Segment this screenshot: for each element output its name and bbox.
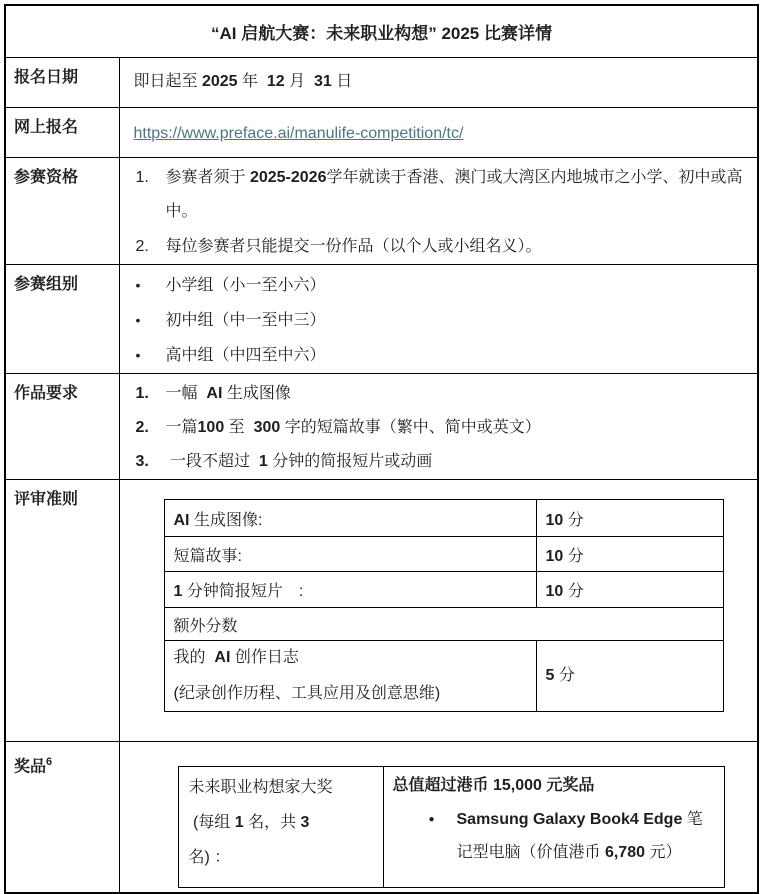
category-item-text: 小学组（小一至小六） xyxy=(165,277,326,294)
bullet-icon: ● xyxy=(428,813,435,825)
criteria-extra-header: 额外分数 xyxy=(164,608,723,641)
row-label-registration-date: 报名日期 xyxy=(5,57,119,107)
criteria-name: 短篇故事: xyxy=(164,537,536,572)
row-label-eligibility: 参赛资格 xyxy=(5,157,119,265)
table-row-eligibility xyxy=(5,157,758,265)
list-number: 2. xyxy=(135,237,149,255)
table-row-online-registration xyxy=(5,107,758,157)
prize-award-name-cell xyxy=(178,767,383,888)
category-item-text: 初中组（中一至中三） xyxy=(165,312,326,329)
prize-value-headline: 总值超过港币 15,000 元奖品 xyxy=(392,777,595,794)
registration-link[interactable]: https://www.preface.ai/manulife-competition/tc/ xyxy=(133,124,464,142)
criteria-name: 1 分钟简报短片 : xyxy=(164,572,536,608)
table-row-requirements xyxy=(5,374,758,480)
table-row-registration-date xyxy=(5,57,758,107)
eligibility-cell xyxy=(119,157,758,265)
row-label-categories: 参赛组别 xyxy=(5,265,119,374)
list-number: 3. xyxy=(135,453,149,470)
list-item xyxy=(136,445,746,479)
criteria-row xyxy=(164,500,723,537)
bullet-icon: • xyxy=(135,277,141,293)
online-registration-cell xyxy=(119,107,758,157)
list-item xyxy=(136,268,746,303)
eligibility-item-text: 参赛者须于 2025-2026学年就读于香港、澳门或大湾区内地城市之小学、初中或高中。 xyxy=(165,168,743,220)
table-row-categories xyxy=(5,265,758,374)
registration-date-text: 即日起至 2025 年 12 月 31 日 xyxy=(133,72,353,90)
list-item xyxy=(136,161,746,230)
prize-award-line: (每组 1 名，共 3 xyxy=(188,814,310,831)
criteria-name: AI 生成图像: xyxy=(164,500,536,537)
row-label-online-registration: 网上报名 xyxy=(5,107,119,157)
criteria-score-table xyxy=(164,499,724,712)
criteria-row xyxy=(164,608,723,641)
bullet-icon: • xyxy=(135,312,141,328)
criteria-row xyxy=(164,641,723,712)
registration-date-cell xyxy=(119,57,758,107)
list-item xyxy=(393,803,716,870)
list-item xyxy=(136,377,746,411)
requirement-item-text: 一幅 AI 生成图像 xyxy=(165,385,291,402)
list-number: 1. xyxy=(135,385,149,402)
competition-details-document xyxy=(4,4,759,894)
prizes-label-text: 奖品 xyxy=(14,758,47,776)
row-label-prizes xyxy=(5,742,119,893)
prize-value-cell xyxy=(383,767,724,888)
criteria-name xyxy=(164,641,536,712)
list-item xyxy=(136,230,746,265)
requirements-cell xyxy=(119,374,758,480)
categories-cell xyxy=(119,265,758,374)
prize-item-text: Samsung Galaxy Book4 Edge 笔记型电脑（价值港币 6,780 元） xyxy=(456,810,703,861)
prize-award-line: 未来职业构想家大奖 xyxy=(188,779,333,796)
details-table xyxy=(4,4,759,894)
criteria-row xyxy=(164,572,723,608)
bullet-icon: • xyxy=(135,347,141,363)
category-item-text: 高中组（中四至中六） xyxy=(165,347,326,364)
prize-row xyxy=(178,767,724,888)
criteria-score: 5 分 xyxy=(536,641,723,712)
footnote-marker: 6 xyxy=(46,756,53,768)
prize-award-line: 名) ： xyxy=(188,849,231,866)
criteria-score: 10 分 xyxy=(536,500,723,537)
list-item xyxy=(136,411,746,445)
list-number: 2. xyxy=(135,419,149,436)
criteria-score: 10 分 xyxy=(536,537,723,572)
prizes-cell xyxy=(119,742,758,893)
table-row-prizes xyxy=(5,742,758,893)
criteria-score: 10 分 xyxy=(536,572,723,608)
page-title: “AI 启航大赛：未来职业构想” 2025 比赛详情 xyxy=(5,5,758,57)
list-number: 1. xyxy=(135,168,149,186)
eligibility-item-text: 每位参赛者只能提交一份作品（以个人或小组名义）。 xyxy=(165,237,542,255)
list-item xyxy=(136,303,746,338)
criteria-cell xyxy=(119,480,758,742)
requirement-item-text: 一段不超过 1 分钟的简报短片或动画 xyxy=(165,453,433,470)
table-row-title xyxy=(5,5,758,57)
criteria-row xyxy=(164,537,723,572)
prize-table xyxy=(178,766,725,888)
row-label-criteria: 评审准则 xyxy=(5,480,119,742)
requirement-item-text: 一篇100 至 300 字的短篇故事（繁中、简中或英文） xyxy=(165,419,541,436)
list-item xyxy=(136,338,746,373)
table-row-criteria xyxy=(5,480,758,742)
row-label-requirements: 作品要求 xyxy=(5,374,119,480)
criteria-name-line: (纪录创作历程、工具应用及创意思维) xyxy=(173,685,441,702)
criteria-name-line: 我的 AI 创作日志 xyxy=(173,649,299,666)
